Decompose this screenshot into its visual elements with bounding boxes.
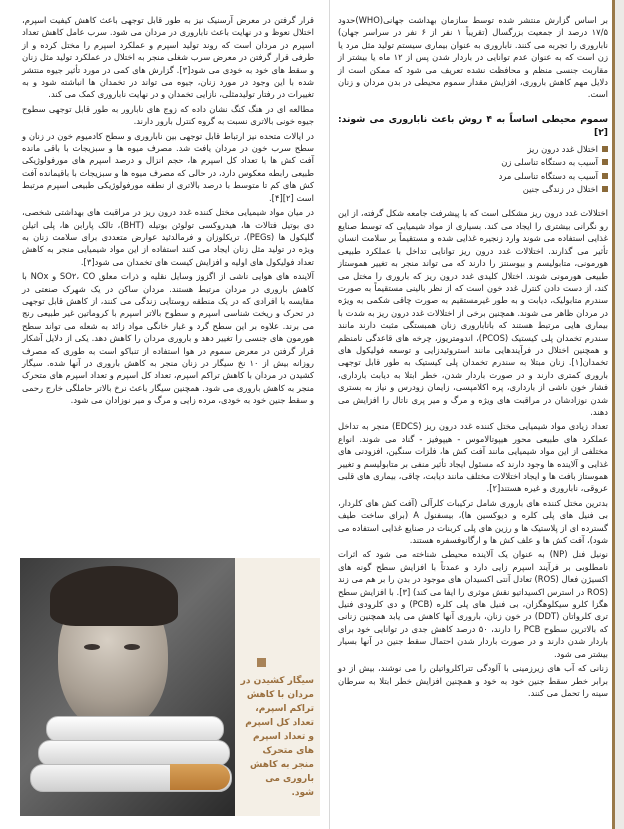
section-heading: سموم محیطی اساساً به ۴ روش باعث ناباروری می شوند:[۲] bbox=[338, 113, 608, 138]
page-edge-accent bbox=[612, 0, 615, 829]
intro-paragraph: بر اساس گزارش منتشر شده توسط سازمان بهداشت جهانی(WHO)حدود ۱۷/۵ درصد از جمعیت بزرگسال (تقریباً ۱ نفر از ۶ نفر در سراسر جهان) ناباروری را تجربه می کنند. ناباروری به عنوان بیماری سیستم تولید مثل مرد یا زن است که به عنوان عدم توانایی در باردار شدن پس از ۱۲ ماه یا بیشتر از مقاربت جنسی منظم و محافظت نشده تعریف می شود که ممکن است از دلایل مهم کاهش باروری، افزایش مقدار سموم محیطی در بدن مردان و زنان است. bbox=[338, 15, 609, 100]
body-paragraph: در ایالات متحده نیز ارتباط قابل توجهی بین ناباروری و سطح کادمیوم خون در زنان و سطح سرب خون در مردان یافت شد. مصرف میوه ها و سبزیجات با باقی مانده آفت کش ها با تعداد کل اسپرم ها، حجم انزال و درصد اسپرم های مورفولوژیکی طبیعی رابطه معکوس دارد، در حالی که مصرف میوه ها و سبزیجات با باقیمانده آفت کش های کم تا متوسط با درصد بالاتری از نطفه مورفولوژیکی طبیعی اسپرم مرتبط است [۲][۴]. bbox=[22, 130, 314, 203]
list-item: آسیب به دستگاه تناسلی زن bbox=[338, 156, 608, 168]
cigarette-filter-shape bbox=[170, 764, 230, 790]
list-item: آسیب به دستگاه تناسلی مرد bbox=[338, 170, 608, 182]
body-paragraph: قرار گرفتن در معرض آرسنیک نیز به طور قابل توجهی باعث کاهش کیفیت اسپرم، اختلال نعوظ و در نهایت باعث ناباروری در مردان می شود. سرب عامل کاهش تعداد اسپرم در مردان است که روند تولید اسپرم و عملکرد اسپرم را مختل کرده و از طرفی قرار گرفتن در معرض سرب شغلی منجر به اختلال در عملکرد تولید مثل زنان و سقط های خود به خودی می شود[۳]. گزارش های کمی در مورد تأثیر جیوه منتشر شده با این وجود در مورد زنان، جیوه می تواند در تخمدان ها انباشته شود و به تغییرات در رفتار تولیدمثلی، نازایی تخمدان و در نهایت ناباروری کمک می کند. bbox=[22, 15, 314, 100]
list-item: اختلال در زندگی جنین bbox=[338, 183, 608, 195]
left-column bbox=[22, 14, 314, 409]
hair-shape bbox=[50, 566, 178, 626]
square-bullet-icon bbox=[602, 146, 608, 152]
square-bullet-icon bbox=[602, 173, 608, 179]
smoker-photo bbox=[20, 558, 235, 816]
body-paragraph: اختلالات غدد درون ریز مشکلی است که با پیشرفت جامعه شکل گرفته، از این رو نگرانی بیشتری را ایجاد می کند. بسیاری از مواد شیمیایی که توسط صنایع غذایی استفاده می شوند وارد زنجیره غذایی شده و مستقیماً بر سلامت انسان تأثیر می گذارند. اختلالات غدد درون ریز توانایی تداخل با عملکرد طبیعی هورمونی، متابولیسم و بیوسنتز را دارند که می تواند منجر به تغییر هموستاز طبیعی هورمونی شوند. اختلال کلیدی غدد درون ریز که باروری را مختل می کند، از دست دادن کنترل غدد خون است که از نظر بالینی مستقیماً به صورت سندرم متابولیک، دیابت و به طور غیرمستقیم به صورت چاقی شکمی به ویژه در مردان ظاهر می شوند. همچنین برخی از اختلالات غدد درون ریز به شدت با بیماری هایی مرتبط هستند که باناباروری زنان همبستگی مثبت دارند مانند سندرم تخمدان پلی کیستیک (PCOS)، اندومتریوز، چرخه های قاعدگی نامنظم و همچنین اختلال در فرآیندهایی مانند استروئیدزایی و توسعه فولیکول های تخمدان[۱]. زنان مبتلا به سندرم تخمدان پلی کیستیک به طور قابل توجهی باروری کمتری دارند و در صورت باردار شدن، خطر ابتلا به دیابت بارداری، فشار خون ناشی از بارداری، پره اکلامپسی، زایمان زودرس و نیاز به بستری شدن نوزادشان در مراقبت های ویژه و مرگ و میر پری ناتال را افزایش می دهند. bbox=[338, 208, 608, 417]
body-paragraph: زنانی که آب های زیرزمینی با آلودگی تتراکلرواتیلن را می نوشند، بیش از دو برابر خطر سقط جنین خود به خود و همچنین افزایش خطر ابتلا به سرطان سینه را تحمل می کنند. bbox=[338, 663, 608, 698]
body-paragraph: بدترین مختل کننده های باروری شامل ترکیبات کلرآلی (آفت کش های کلردار، بی فنیل های پلی کلره و دیوکسین ها)، بیسفنول A (برای ساخت طیف گسترده ای از پلاستیک ها و رزین های پلی کربنات در صنایع غذایی استفاده می شود)، آفت کش ها و علف کش ها و ارگانوفسفره هستند. bbox=[338, 497, 608, 546]
column-divider bbox=[329, 0, 330, 829]
eye-shape bbox=[124, 644, 140, 650]
square-bullet-icon bbox=[602, 186, 608, 192]
body-paragraph: تعداد زیادی مواد شیمیایی مختل کننده غدد درون ریز (EDCS) منجر به تداخل عملکرد های طبیعی محور هیپوتالاموس - هیپوفیز - گناد می شوند. انواع مختلفی از این مواد شیمیایی مانند آفت کش ها، فلزات سنگین، افزودنی های غذایی و آلاینده ها وجود دارند که مسئول ایجاد تأثیر منفی بر متابولیسم و تغییر هموستاز بافت ها و ایجاد اختلالات مختلف مانند دیابت، چاقی، بیماری های قلبی عروقی، ناباروری و غیره هستند[۲]. bbox=[338, 421, 608, 494]
body-paragraph: آلاینده های هوایی ناشی از اگزوز وسایل نقلیه و ذرات معلق SO۲، CO و NOx با کاهش باروری در مردان مرتبط هستند. مردان ساکن در یک شهرک صنعتی در مقایسه با افرادی که در یک منطقه روستایی زندگی می کنند، از کاهش قابل توجهی در تحرک و ریخت شناسی اسپرم و سطوح بالاتر اسپرم با کروماتین غیر طبیعی رنج می برند. علاوه بر این سطح گرد و غبار خانگی مواد زائد به شعله می تواند سطح هورمون های جنسی را تغییر دهد و باروری مردان را کاهش دهد. یکی از دلایل آشکار قرار گرفتن در معرض سموم در هوا استفاده از تنباکو است به طوری که مصرف روزانه بیش از ۱۰ نخ سیگار در زنان منجر به کاهش باروری در آنها شده. سیگار کشیدن در مردان با کاهش تراکم اسپرم، تعداد کل اسپرم و تعداد اسپرم های متحرک منجر به کاهش باروری می شود. همچنین سیگار باعث نرخ بالاتر حاملگی خارج رحمی و سقط جنین خود به خودی، مرده زایی و مرگ و میر نوزادان می شود. bbox=[22, 271, 314, 406]
list-item: اختلال غدد درون ریز bbox=[338, 143, 608, 155]
body-paragraph: نونیل فنل (NP) به عنوان یک آلاینده محیطی شناخته می شود که اثرات نامطلوبی بر فرآیند اسپرم زایی دارد و عمدتاً با افزایش سطح گونه های اکسیژن فعال (ROS) تعادل آنتی اکسیدان های موجود در بدن را بر هم می زند (ROS در استرس اکسیداتیو نقش موثری را ایفا می کند) [۳]. با افزایش سطح هگزا کلرو سیکلوهگزان، بی فنیل های پلی کلره (PCB) و دی کلرودی فنیل تری کلرواتان (DDT) در خون زنان، باروری آنها کاهش می یابد همچنین زنانی که بالاترین سطوح PCB را دارند، ۵۰ درصد کاهش جدی در توانایی خود برای باردار شدن دارند و در صورت باردار شدن احتمال سقط جنین در آنها بسیار بیشتر می شود. bbox=[338, 549, 609, 659]
square-bullet-icon bbox=[602, 159, 608, 165]
toxin-methods-list bbox=[338, 143, 608, 196]
body-paragraph: مطالعه ای در هنگ کنگ نشان داده که زوج های نابارور به طور قابل توجهی سطوح جیوه خونی بالاتری نسبت به گروه کنترل بارور دارند. bbox=[22, 103, 314, 127]
cigarette-shape bbox=[38, 740, 230, 766]
eye-shape bbox=[84, 644, 100, 650]
body-paragraph: در میان مواد شیمیایی مختل کننده غدد درون ریز در مراقبت های بهداشتی شخصی، دی بوتیل فتالات ها، هیدروکسی تولوئن بوتیله (BHT)، تالک پارابن ها، پلی اتیلن گلیکول ها (PEGs)، تریکلوزان و فرمالدئید عوارض متعددی برای سلامت زنان به ویژه در تولید مثل زنان ایجاد می کنند استفاده از این مواد شیمیایی منجر به کاهش تعداد فولیکول های اولیه و افزایش کیست های تخمدان می شود[۳]. bbox=[22, 207, 314, 267]
right-column bbox=[338, 14, 608, 701]
cigarette-shape bbox=[46, 716, 224, 742]
square-bullet-icon bbox=[257, 658, 266, 667]
pull-quote: سیگار کشیدن در مردان با کاهش تراکم اسپرم، تعداد کل اسپرم و تعداد اسپرم های متحرک منجر به کاهش باروری می شود. bbox=[240, 676, 314, 798]
